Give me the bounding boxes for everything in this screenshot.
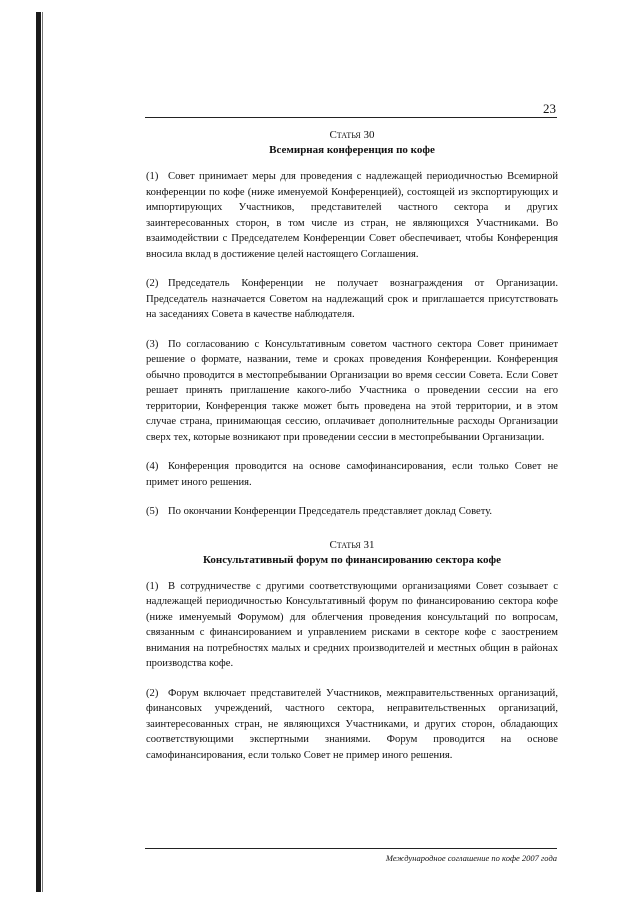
paragraph	[146, 686, 558, 764]
paragraph	[146, 169, 558, 262]
paragraph-number: (1)	[146, 580, 159, 592]
paragraph-number: (3)	[146, 338, 159, 350]
paragraph	[146, 276, 558, 323]
paragraph-number: (2)	[146, 687, 159, 699]
paragraph	[146, 337, 558, 446]
paragraph-number: (4)	[146, 461, 159, 472]
paragraph-text: По окончании Конференции Председатель представляет доклад Совету.	[168, 506, 493, 517]
paragraph-number: (5)	[146, 506, 159, 517]
footer-rule	[145, 848, 557, 849]
article-number: Статья 30	[329, 129, 375, 141]
footer-text: Международное соглашение по кофе 2007 года	[385, 853, 557, 863]
paragraph	[146, 579, 558, 672]
paragraph-text: Конференция проводится на основе самофинансирования, если только Совет не примет иного решения.	[146, 461, 558, 488]
paragraph	[146, 459, 558, 490]
article-30	[146, 128, 558, 520]
scan-edge-shadow	[36, 12, 41, 892]
scan-edge-line	[42, 12, 43, 892]
article-title: Всемирная конференция по кофе	[269, 144, 435, 156]
paragraph-number: (2)	[146, 278, 159, 289]
paragraph-text: В сотрудничестве с другими соответствующими организациями Совет созывает с надлежащей периодичностью Консультативный форум по финансированию сектора кофе (ниже именуемый Форумом) для облегчения проведения консультаций по вопросам, связанным с финансированием и управлением рисками в секторе кофе с заострением внимания на потребностях малых и средних производителей и местных общин в районах производства кофе.	[146, 580, 558, 669]
document-body	[146, 128, 558, 777]
header-rule	[145, 117, 557, 118]
paragraph-text: Форум включает представителей Участников, межправительственных организаций, финансовых учреждений, частного сектора, неправительственных организаций, заинтересованных стран, не являющихся Участниками, и других сторон, обладающих соответствующими экспертными знаниями. Форум проводится на основе самофинансирования, если только Совет не пример иного решения.	[146, 687, 558, 761]
paragraph-text: Председатель Конференции не получает вознаграждения от Организации. Председатель назначается Советом на надлежащий срок и приглашается присутствовать на заседаниях Совета в качестве наблюдателя.	[146, 278, 558, 320]
article-title: Консультативный форум по финансированию сектора кофе	[202, 553, 502, 566]
page-number: 23	[543, 101, 556, 116]
article-31	[146, 538, 558, 764]
paragraph-number: (1)	[146, 171, 159, 182]
paragraph	[146, 504, 558, 520]
paragraph-text: По согласованию с Консультативным советом частного сектора Совет принимает решение о формате, названии, теме и сроках проведения Конференции. Конференция обычно проводится в местопребывании Организации во время сессии Совета. Если Совет решает принять приглашение какого-либо Участника о проведении сессии на его территории, Конференция также может быть проведена на этой территории, и в этом случае страна, принимающая сессию, оплачивает дополнительные расходы Организации сверх тех, которые возникают при проведении сессии в местопребывании Организации.	[146, 338, 558, 443]
article-number: Статья 31	[329, 538, 375, 551]
paragraph-text: Совет принимает меры для проведения с надлежащей периодичностью Всемирной конференции по кофе (ниже именуемой Конференцией), состоящей из экспортирующих и импортирующих Участников, представителей частного сектора и других заинтересованных сторон, в том числе из стран, не являющихся Участниками. Во взаимодействии с Председателем Конференции Совет обеспечивает, чтобы Конференция вносила вклад в достижение целей настоящего Соглашения.	[146, 171, 558, 260]
